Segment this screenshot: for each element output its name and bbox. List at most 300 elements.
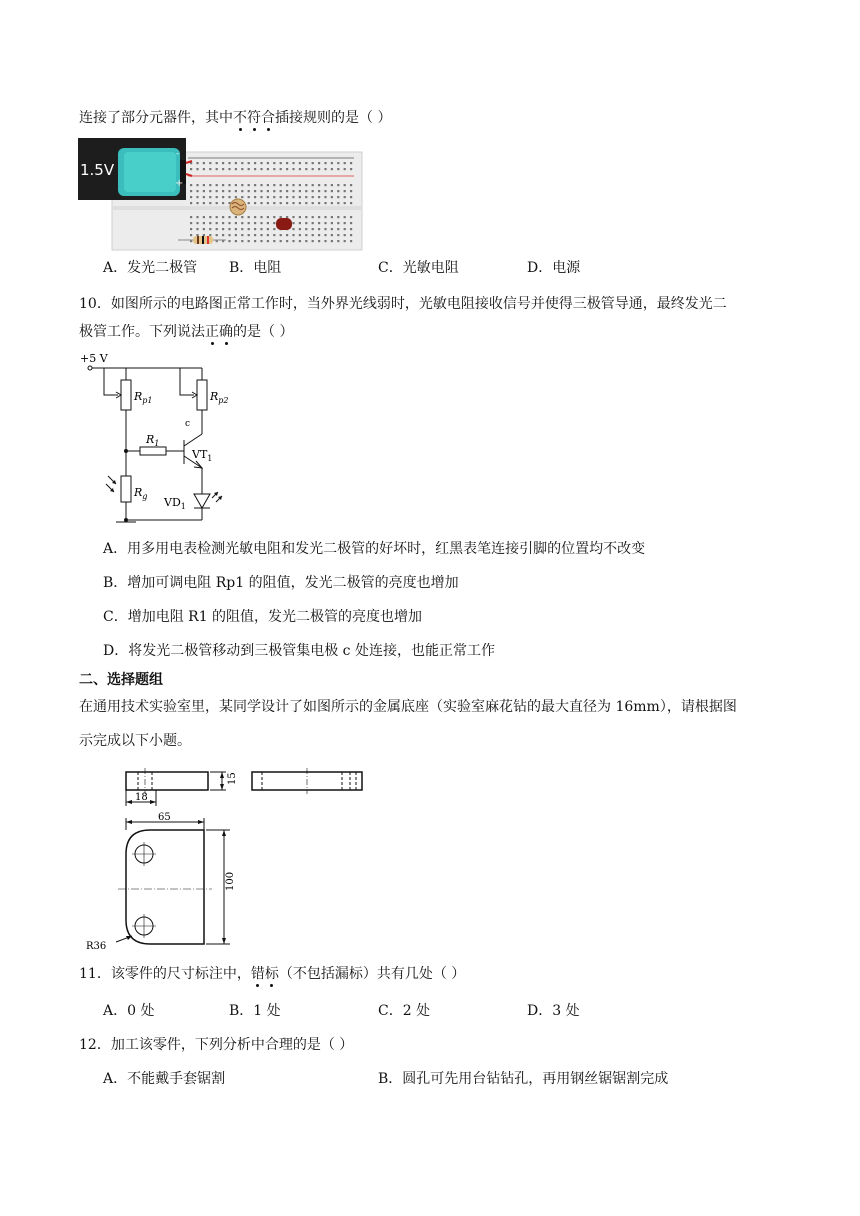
- breadboard-hole: [235, 222, 237, 224]
- breadboard-hole: [331, 228, 333, 230]
- breadboard-hole: [228, 196, 230, 198]
- breadboard-hole: [305, 202, 307, 204]
- breadboard-hole: [344, 190, 346, 192]
- breadboard-hole: [350, 228, 352, 230]
- breadboard-hole: [305, 222, 307, 224]
- breadboard-hole: [267, 240, 269, 242]
- breadboard-hole: [222, 202, 224, 204]
- breadboard-hole: [190, 202, 192, 204]
- breadboard-hole: [286, 162, 288, 164]
- breadboard-hole: [344, 228, 346, 230]
- breadboard-hole: [248, 190, 250, 192]
- breadboard-hole: [286, 202, 288, 204]
- breadboard-hole: [350, 222, 352, 224]
- breadboard-hole: [241, 234, 243, 236]
- breadboard-hole: [209, 196, 211, 198]
- breadboard-hole: [254, 202, 256, 204]
- breadboard-hole: [235, 240, 237, 242]
- breadboard-hole: [228, 162, 230, 164]
- breadboard-hole: [337, 184, 339, 186]
- breadboard-hole: [324, 196, 326, 198]
- breadboard-hole: [280, 162, 282, 164]
- breadboard-hole: [305, 228, 307, 230]
- breadboard-hole: [196, 168, 198, 170]
- breadboard-hole: [254, 240, 256, 242]
- breadboard-hole: [337, 162, 339, 164]
- breadboard-hole: [190, 222, 192, 224]
- breadboard-hole: [267, 190, 269, 192]
- q10-stem-line1: 10．如图所示的电路图正常工作时，当外界光线弱时，光敏电阻接收信号并使得三极管导通，最终发光二: [79, 296, 727, 312]
- breadboard-hole: [331, 234, 333, 236]
- breadboard-hole: [273, 216, 275, 218]
- breadboard-hole: [273, 228, 275, 230]
- breadboard-hole: [241, 240, 243, 242]
- breadboard-hole: [280, 184, 282, 186]
- breadboard-hole: [235, 168, 237, 170]
- breadboard-hole: [248, 240, 250, 242]
- breadboard-hole: [216, 162, 218, 164]
- breadboard-hole: [350, 190, 352, 192]
- breadboard-hole: [228, 234, 230, 236]
- breadboard-hole: [235, 234, 237, 236]
- dim-18: 18: [135, 792, 148, 803]
- breadboard-hole: [196, 228, 198, 230]
- breadboard-hole: [222, 184, 224, 186]
- q9-option-b: B．电阻: [229, 260, 282, 276]
- breadboard-hole: [299, 190, 301, 192]
- breadboard-hole: [248, 168, 250, 170]
- breadboard-hole: [196, 216, 198, 218]
- breadboard-hole: [203, 216, 205, 218]
- breadboard-hole: [337, 168, 339, 170]
- breadboard-hole: [267, 222, 269, 224]
- breadboard-hole: [350, 162, 352, 164]
- breadboard-hole: [216, 216, 218, 218]
- breadboard-hole: [241, 190, 243, 192]
- breadboard-hole: [209, 202, 211, 204]
- breadboard-hole: [286, 184, 288, 186]
- breadboard-hole: [209, 190, 211, 192]
- breadboard-hole: [318, 202, 320, 204]
- breadboard-hole: [267, 162, 269, 164]
- breadboard-hole: [241, 216, 243, 218]
- breadboard-hole: [280, 216, 282, 218]
- breadboard-hole: [292, 234, 294, 236]
- breadboard-hole: [305, 184, 307, 186]
- breadboard-hole: [241, 228, 243, 230]
- breadboard-hole: [344, 196, 346, 198]
- breadboard-hole: [254, 162, 256, 164]
- breadboard-hole: [222, 228, 224, 230]
- breadboard-hole: [241, 222, 243, 224]
- breadboard-hole: [216, 168, 218, 170]
- breadboard-hole: [228, 222, 230, 224]
- rg-label: $R_g$: [134, 486, 148, 501]
- breadboard-hole: [312, 202, 314, 204]
- emphasis-dot: 正: [205, 324, 219, 340]
- breadboard-hole: [337, 228, 339, 230]
- breadboard-hole: [286, 216, 288, 218]
- breadboard-hole: [331, 162, 333, 164]
- breadboard-hole: [324, 234, 326, 236]
- breadboard-hole: [209, 234, 211, 236]
- breadboard-hole: [196, 196, 198, 198]
- breadboard-hole: [312, 222, 314, 224]
- breadboard-hole: [337, 190, 339, 192]
- breadboard-hole: [190, 184, 192, 186]
- breadboard-hole: [273, 168, 275, 170]
- breadboard-hole: [350, 202, 352, 204]
- q12-stem: 12．加工该零件，下列分析中合理的是（ ）: [79, 1037, 354, 1053]
- breadboard-hole: [318, 234, 320, 236]
- breadboard-hole: [292, 168, 294, 170]
- breadboard-hole: [350, 234, 352, 236]
- svg-text:+: +: [175, 178, 184, 189]
- breadboard-hole: [312, 234, 314, 236]
- breadboard-hole: [248, 234, 250, 236]
- collector-label: c: [185, 419, 191, 429]
- breadboard-hole: [280, 202, 282, 204]
- breadboard-hole: [286, 196, 288, 198]
- q9-stem: 连接了部分元器件，其中不符合插接规则的是（ ）: [79, 110, 392, 126]
- breadboard-hole: [324, 228, 326, 230]
- breadboard-hole: [228, 240, 230, 242]
- breadboard-hole: [324, 168, 326, 170]
- engineering-drawing: [80, 758, 370, 956]
- breadboard-hole: [254, 184, 256, 186]
- breadboard-hole: [350, 216, 352, 218]
- emphasis-dot: 合: [261, 110, 275, 126]
- breadboard-hole: [286, 168, 288, 170]
- breadboard-hole: [222, 234, 224, 236]
- breadboard-hole: [331, 222, 333, 224]
- breadboard-hole: [190, 216, 192, 218]
- breadboard-hole: [203, 190, 205, 192]
- breadboard-hole: [305, 162, 307, 164]
- breadboard-hole: [222, 216, 224, 218]
- breadboard-hole: [260, 202, 262, 204]
- breadboard-hole: [292, 228, 294, 230]
- dim-65: 65: [158, 812, 171, 823]
- breadboard-hole: [190, 190, 192, 192]
- breadboard-hole: [235, 162, 237, 164]
- breadboard-hole: [312, 190, 314, 192]
- breadboard-hole: [324, 240, 326, 242]
- breadboard-hole: [209, 184, 211, 186]
- breadboard-hole: [260, 240, 262, 242]
- q10-option-a: A．用多用电表检测光敏电阻和发光二极管的好坏时，红黑表笔连接引脚的位置均不改变: [103, 541, 646, 557]
- vt1-label: $VT_1$: [192, 448, 213, 463]
- breadboard-hole: [299, 234, 301, 236]
- emphasis-dot: 不: [233, 110, 247, 126]
- breadboard-hole: [337, 234, 339, 236]
- breadboard-hole: [318, 190, 320, 192]
- breadboard-hole: [203, 222, 205, 224]
- breadboard-hole: [254, 216, 256, 218]
- breadboard-hole: [312, 168, 314, 170]
- breadboard-hole: [248, 202, 250, 204]
- breadboard-hole: [318, 240, 320, 242]
- breadboard-hole: [318, 184, 320, 186]
- breadboard-hole: [324, 190, 326, 192]
- svg-text:-: -: [176, 149, 180, 159]
- breadboard-hole: [254, 234, 256, 236]
- breadboard-hole: [267, 202, 269, 204]
- led: [276, 218, 292, 230]
- emphasis-dot: 确: [219, 324, 233, 340]
- q12-option-b: B．圆孔可先用台钻钻孔，再用钢丝锯锯割完成: [378, 1071, 669, 1087]
- breadboard-hole: [280, 190, 282, 192]
- emphasis-dot: 标: [264, 966, 279, 982]
- breadboard-hole: [190, 234, 192, 236]
- breadboard-hole: [344, 216, 346, 218]
- q10-option-c: C．增加电阻 R1 的阻值，发光二极管的亮度也增加: [103, 609, 423, 625]
- breadboard-hole: [299, 196, 301, 198]
- breadboard-hole: [337, 202, 339, 204]
- breadboard-hole: [299, 202, 301, 204]
- breadboard-hole: [222, 222, 224, 224]
- breadboard-hole: [305, 216, 307, 218]
- breadboard-hole: [273, 222, 275, 224]
- breadboard-hole: [318, 216, 320, 218]
- r1-label: $R_1$: [146, 433, 160, 448]
- breadboard-hole: [337, 216, 339, 218]
- breadboard-hole: [292, 190, 294, 192]
- breadboard-hole: [203, 196, 205, 198]
- q9-option-d: D．电源: [527, 260, 581, 276]
- breadboard-hole: [216, 196, 218, 198]
- breadboard-hole: [196, 190, 198, 192]
- breadboard-hole: [216, 228, 218, 230]
- breadboard-hole: [209, 162, 211, 164]
- breadboard-hole: [350, 168, 352, 170]
- breadboard-hole: [286, 240, 288, 242]
- breadboard-hole: [248, 196, 250, 198]
- breadboard-hole: [216, 234, 218, 236]
- breadboard-hole: [267, 196, 269, 198]
- breadboard-hole: [312, 184, 314, 186]
- breadboard-hole: [196, 222, 198, 224]
- breadboard-hole: [344, 168, 346, 170]
- breadboard-hole: [248, 216, 250, 218]
- q10-option-b: B．增加可调电阻 Rp1 的阻值，发光二极管的亮度也增加: [103, 575, 459, 591]
- breadboard-hole: [228, 216, 230, 218]
- breadboard-hole: [209, 228, 211, 230]
- breadboard-hole: [318, 222, 320, 224]
- breadboard-hole: [280, 168, 282, 170]
- breadboard-hole: [241, 184, 243, 186]
- breadboard-hole: [216, 202, 218, 204]
- breadboard-hole: [273, 162, 275, 164]
- breadboard-hole: [273, 234, 275, 236]
- breadboard-hole: [305, 190, 307, 192]
- breadboard-hole: [273, 202, 275, 204]
- q11-option-b: B．1 处: [229, 1003, 281, 1019]
- vcc-label: +5 V: [80, 352, 108, 365]
- breadboard-hole: [299, 168, 301, 170]
- breadboard-hole: [344, 240, 346, 242]
- vd1-label: $VD_1$: [164, 496, 186, 511]
- breadboard-hole: [299, 240, 301, 242]
- section-intro-line2: 示完成以下小题。: [79, 733, 191, 749]
- breadboard-hole: [273, 196, 275, 198]
- breadboard-hole: [344, 162, 346, 164]
- breadboard-hole: [235, 216, 237, 218]
- breadboard-hole: [312, 216, 314, 218]
- breadboard-hole: [203, 202, 205, 204]
- breadboard-hole: [299, 222, 301, 224]
- breadboard-hole: [203, 234, 205, 236]
- breadboard-hole: [248, 228, 250, 230]
- breadboard-hole: [286, 190, 288, 192]
- q10-option-d: D．将发光二极管移动到三极管集电极 c 处连接，也能正常工作: [103, 643, 495, 659]
- breadboard-hole: [267, 228, 269, 230]
- q12-option-a: A．不能戴手套锯割: [103, 1071, 226, 1087]
- breadboard-hole: [350, 196, 352, 198]
- breadboard-hole: [235, 196, 237, 198]
- breadboard-hole: [241, 196, 243, 198]
- breadboard-hole: [318, 168, 320, 170]
- breadboard-hole: [260, 228, 262, 230]
- breadboard-hole: [286, 234, 288, 236]
- breadboard-hole: [318, 162, 320, 164]
- breadboard-hole: [299, 162, 301, 164]
- breadboard-hole: [324, 184, 326, 186]
- breadboard-hole: [228, 184, 230, 186]
- breadboard-hole: [260, 222, 262, 224]
- breadboard-hole: [267, 234, 269, 236]
- breadboard-hole: [337, 240, 339, 242]
- breadboard-hole: [331, 240, 333, 242]
- breadboard-hole: [299, 228, 301, 230]
- breadboard-hole: [190, 196, 192, 198]
- breadboard-hole: [254, 222, 256, 224]
- breadboard-hole: [190, 228, 192, 230]
- breadboard-hole: [260, 168, 262, 170]
- breadboard-hole: [216, 222, 218, 224]
- breadboard-hole: [292, 216, 294, 218]
- rp2-label: $R_{p2}$: [210, 390, 229, 405]
- breadboard-hole: [254, 228, 256, 230]
- breadboard-hole: [344, 234, 346, 236]
- breadboard-hole: [228, 228, 230, 230]
- breadboard-hole: [331, 184, 333, 186]
- section-heading: 二、选择题组: [79, 672, 163, 688]
- breadboard-hole: [331, 190, 333, 192]
- breadboard-hole: [280, 234, 282, 236]
- breadboard-hole: [254, 196, 256, 198]
- breadboard-hole: [292, 222, 294, 224]
- breadboard-hole: [273, 190, 275, 192]
- breadboard-hole: [209, 216, 211, 218]
- breadboard-hole: [235, 228, 237, 230]
- breadboard-hole: [228, 168, 230, 170]
- breadboard-hole: [344, 202, 346, 204]
- breadboard-hole: [318, 228, 320, 230]
- battery-label: 1.5V: [80, 161, 115, 179]
- breadboard-hole: [305, 240, 307, 242]
- breadboard-hole: [190, 168, 192, 170]
- breadboard-hole: [209, 222, 211, 224]
- dim-100: 100: [225, 871, 236, 891]
- breadboard-hole: [228, 190, 230, 192]
- q10-stem-line2: 极管工作。下列说法正确的是（ ）: [79, 324, 294, 340]
- breadboard-hole: [292, 202, 294, 204]
- breadboard-hole: [305, 234, 307, 236]
- breadboard-hole: [260, 184, 262, 186]
- breadboard-hole: [254, 168, 256, 170]
- breadboard-hole: [248, 222, 250, 224]
- breadboard-hole: [344, 222, 346, 224]
- breadboard-hole: [318, 196, 320, 198]
- breadboard-hole: [235, 190, 237, 192]
- breadboard-hole: [267, 216, 269, 218]
- breadboard-hole: [267, 168, 269, 170]
- breadboard-hole: [280, 240, 282, 242]
- breadboard-hole: [203, 184, 205, 186]
- breadboard-hole: [222, 162, 224, 164]
- emphasis-dot: 符: [247, 110, 261, 126]
- breadboard-hole: [260, 196, 262, 198]
- breadboard-hole: [260, 216, 262, 218]
- breadboard-hole: [350, 240, 352, 242]
- breadboard-hole: [312, 240, 314, 242]
- breadboard-hole: [324, 222, 326, 224]
- breadboard-hole: [324, 202, 326, 204]
- breadboard-hole: [196, 184, 198, 186]
- breadboard-hole: [344, 184, 346, 186]
- dim-r36: R36: [86, 941, 107, 952]
- emphasis-dot: 错: [250, 966, 265, 982]
- breadboard-hole: [209, 168, 211, 170]
- breadboard-hole: [203, 162, 205, 164]
- breadboard-hole: [203, 228, 205, 230]
- breadboard-hole: [241, 168, 243, 170]
- dim-15: 15: [227, 772, 238, 785]
- breadboard-hole: [216, 184, 218, 186]
- breadboard-hole: [305, 168, 307, 170]
- q11-stem: 11．该零件的尺寸标注中，错标（不包括漏标）共有几处（ ）: [79, 966, 466, 982]
- battery: [78, 138, 192, 200]
- breadboard-hole: [280, 196, 282, 198]
- breadboard-hole: [312, 196, 314, 198]
- breadboard-hole: [254, 190, 256, 192]
- breadboard-hole: [216, 190, 218, 192]
- breadboard-hole: [260, 190, 262, 192]
- breadboard-hole: [324, 216, 326, 218]
- breadboard-hole: [305, 196, 307, 198]
- breadboard-hole: [350, 184, 352, 186]
- breadboard-hole: [267, 184, 269, 186]
- breadboard-hole: [235, 184, 237, 186]
- breadboard-hole: [241, 162, 243, 164]
- circuit-diagram: [78, 348, 238, 534]
- breadboard-hole: [260, 162, 262, 164]
- breadboard-figure: [78, 138, 364, 252]
- breadboard-hole: [299, 216, 301, 218]
- breadboard-hole: [196, 162, 198, 164]
- breadboard-hole: [337, 222, 339, 224]
- breadboard-hole: [222, 168, 224, 170]
- breadboard-hole: [292, 162, 294, 164]
- breadboard-hole: [222, 190, 224, 192]
- breadboard-hole: [222, 196, 224, 198]
- q9-option-c: C．光敏电阻: [378, 260, 459, 276]
- breadboard-hole: [299, 184, 301, 186]
- photoresistor: [230, 199, 246, 215]
- section-intro-line1: 在通用技术实验室里，某同学设计了如图所示的金属底座（实验室麻花钻的最大直径为 16mm），请根据图: [79, 699, 737, 715]
- breadboard-hole: [196, 234, 198, 236]
